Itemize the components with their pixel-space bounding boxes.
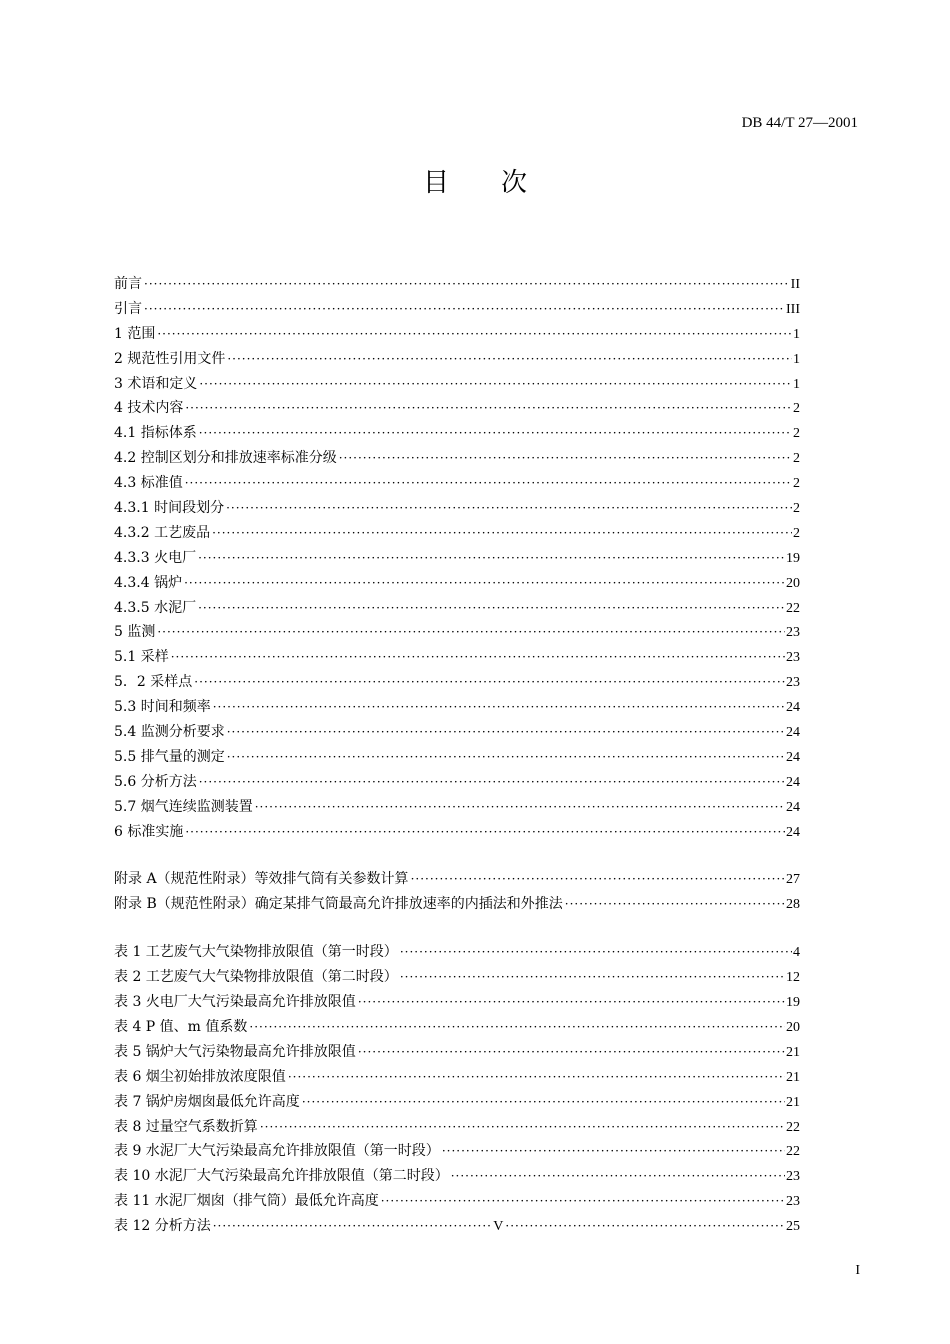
leader-dots (226, 501, 792, 515)
toc-entry[interactable] (114, 373, 800, 398)
toc-entry-label: 5.4 监测分析要求 (114, 724, 225, 741)
toc-mid-mark: V (493, 1219, 504, 1235)
toc-entry-label: 5.3 时间和频率 (114, 699, 211, 716)
toc-entry-label: 5.6 分析方法 (114, 773, 197, 790)
toc-entry-page: 22 (786, 1144, 800, 1160)
toc-entry-label: 表 8 过量空气系数折算 (114, 1118, 258, 1135)
toc-entry[interactable] (114, 497, 800, 522)
toc-entry-page: 23 (786, 675, 800, 691)
leader-dots (505, 1219, 785, 1233)
section-gap (114, 918, 800, 941)
toc-entry-page: 23 (786, 1169, 800, 1185)
leader-dots (213, 1219, 493, 1233)
toc-entry-label: 表 12 分析方法 (114, 1218, 211, 1235)
toc-entry-page: 2 (793, 426, 800, 442)
toc-entry-label: 5．2 采样点 (114, 674, 193, 691)
leader-dots (255, 800, 785, 814)
toc-table-entry[interactable] (114, 941, 800, 966)
toc-entry-page: 2 (793, 451, 800, 467)
toc-entry[interactable] (114, 572, 800, 597)
toc-entry-page: 23 (786, 625, 800, 641)
toc-table-entry[interactable] (114, 1116, 800, 1141)
toc-entry-label: 1 范围 (114, 325, 156, 342)
toc-entry-page: 27 (786, 872, 800, 888)
toc-entry-label: 附录 A（规范性附录）等效排气筒有关参数计算 (114, 871, 409, 888)
toc-entry[interactable] (114, 522, 800, 547)
toc-entry-page: 23 (786, 1194, 800, 1210)
leader-dots (451, 1169, 785, 1183)
toc-entry-label: 5.1 采样 (114, 649, 169, 666)
toc-entry-label: 5.5 排气量的测定 (114, 748, 225, 765)
toc-entry[interactable] (114, 721, 800, 746)
toc-entry-label: 表 1 工艺废气大气染物排放限值（第一时段） (114, 944, 398, 961)
toc-entry[interactable] (114, 821, 800, 846)
toc-entry-label: 6 标准实施 (114, 823, 184, 840)
toc-entry-label: 4.3.3 火电厂 (114, 549, 197, 566)
toc-entry-page: 4 (793, 945, 800, 961)
toc-entry[interactable] (114, 621, 800, 646)
toc-table-entry[interactable] (114, 1165, 800, 1190)
toc-entry[interactable] (114, 298, 800, 323)
toc-entry[interactable] (114, 273, 800, 298)
leader-dots (302, 1095, 785, 1109)
toc-entry-page: III (786, 301, 800, 317)
toc-entry-label: 表 4 P 值、m 值系数 (114, 1018, 248, 1035)
leader-dots (157, 625, 785, 639)
leader-dots (381, 1194, 785, 1208)
toc-entry-label: 4 技术内容 (114, 400, 184, 417)
toc-entry[interactable] (114, 323, 800, 348)
toc-entry-page: 12 (786, 970, 800, 986)
toc-entry-page: 20 (786, 1019, 800, 1035)
toc-entry-page: 28 (786, 897, 800, 913)
leader-dots (442, 1144, 785, 1158)
toc-entry-label: 表 5 锅炉大气污染物最高允许排放限值 (114, 1043, 356, 1060)
toc-entry[interactable] (114, 696, 800, 721)
toc-entry-page: 21 (786, 1044, 800, 1060)
toc-table-entry[interactable] (114, 991, 800, 1016)
toc-entry-page: 2 (793, 476, 800, 492)
leader-dots (400, 970, 785, 984)
toc-entry-label: 表 11 水泥厂烟囱（排气筒）最低允许高度 (114, 1193, 379, 1210)
toc-entry[interactable] (114, 447, 800, 472)
toc-entry-label: 4.3 标准值 (114, 475, 183, 492)
section-gap (114, 845, 800, 868)
toc-table-entry[interactable] (114, 1041, 800, 1066)
leader-dots (198, 551, 785, 565)
toc-entry-label: 4.3.5 水泥厂 (114, 599, 197, 616)
leader-dots (199, 775, 785, 789)
leader-dots (171, 650, 785, 664)
toc-entry-label: 表 9 水泥厂大气污染最高允许排放限值（第一时段） (114, 1143, 440, 1160)
leader-dots (185, 476, 792, 490)
toc-table-entry[interactable] (114, 1140, 800, 1165)
toc-table-entry[interactable] (114, 1066, 800, 1091)
toc-entry-label: 3 术语和定义 (114, 375, 198, 392)
toc-entry-page: 24 (786, 725, 800, 741)
toc-entry-page: 23 (786, 650, 800, 666)
leader-dots (198, 601, 785, 615)
toc-entry-page: 2 (793, 501, 800, 517)
toc-entry-page: 22 (786, 600, 800, 616)
toc-entry-label: 表 7 锅炉房烟囱最低允许高度 (114, 1093, 300, 1110)
toc-entry-page: 1 (793, 326, 800, 342)
leader-dots (212, 526, 792, 540)
toc-entry-label: 4.3.4 锅炉 (114, 574, 183, 591)
toc-entry-page: 19 (786, 995, 800, 1011)
toc-entry-label: 表 6 烟尘初始排放浓度限值 (114, 1068, 286, 1085)
leader-dots (358, 995, 785, 1009)
page-title: 目次 (422, 168, 579, 198)
toc-entry[interactable] (114, 547, 800, 572)
leader-dots (358, 1045, 785, 1059)
toc-entry-page: 22 (786, 1119, 800, 1135)
toc-entry[interactable] (114, 397, 800, 422)
toc-entry-label: 4.1 指标体系 (114, 425, 197, 442)
toc-entry-label: 表 3 火电厂大气污染最高允许排放限值 (114, 994, 356, 1011)
leader-dots (227, 750, 785, 764)
toc-appendix-entry[interactable] (114, 893, 800, 918)
toc-appendix-entry[interactable] (114, 868, 800, 893)
toc-entry-page: II (790, 277, 800, 292)
toc-entry-page: 2 (793, 401, 800, 417)
leader-dots (144, 277, 790, 291)
toc-entry[interactable] (114, 597, 800, 622)
toc-entry-page: 21 (786, 1094, 800, 1110)
toc-entry-label: 5 监测 (114, 624, 156, 641)
toc-entry-page: 24 (786, 824, 800, 840)
toc-entry[interactable] (114, 646, 800, 671)
toc-appendix-section (114, 868, 800, 918)
toc-entry-label: 前言 (114, 276, 142, 292)
leader-dots (565, 897, 785, 911)
toc-entry-page: 1 (793, 376, 800, 392)
toc-entry-page: 1 (793, 351, 800, 367)
toc-table-entry[interactable] (114, 1215, 800, 1240)
toc-entry-label: 5.7 烟气连续监测装置 (114, 798, 253, 815)
leader-dots (260, 1120, 785, 1134)
leader-dots (199, 377, 792, 391)
leader-dots (400, 945, 792, 959)
toc-table-entry[interactable] (114, 1190, 800, 1215)
table-of-contents (114, 273, 800, 1240)
toc-main-section (114, 273, 800, 845)
toc-entry[interactable] (114, 472, 800, 497)
leader-dots (199, 426, 792, 440)
leader-dots (144, 302, 785, 316)
leader-dots (185, 825, 785, 839)
toc-table-entry[interactable] (114, 1016, 800, 1041)
toc-entry-label: 附录 B（规范性附录）确定某排气筒最高允许排放速率的内插法和外推法 (114, 896, 563, 913)
toc-table-entry[interactable] (114, 966, 800, 991)
toc-entry[interactable] (114, 746, 800, 771)
leader-dots (184, 576, 785, 590)
toc-entry-page: 24 (786, 799, 800, 815)
toc-entry-label: 表 10 水泥厂大气污染最高允许排放限值（第二时段） (114, 1168, 449, 1185)
leader-dots (213, 700, 785, 714)
toc-entry-page: 24 (786, 749, 800, 765)
leader-dots (288, 1070, 785, 1084)
toc-entry-label: 4.3.1 时间段划分 (114, 500, 225, 517)
toc-entry-label: 引言 (114, 300, 142, 317)
toc-entry-page: 2 (793, 525, 800, 541)
toc-entry[interactable] (114, 422, 800, 447)
document-code: DB 44/T 27—2001 (741, 115, 858, 131)
toc-table-entry[interactable] (114, 1091, 800, 1116)
leader-dots (157, 327, 792, 341)
toc-entry-page: 21 (786, 1069, 800, 1085)
toc-entry-label: 2 规范性引用文件 (114, 350, 226, 367)
toc-entry[interactable] (114, 671, 800, 696)
leader-dots (339, 451, 792, 465)
leader-dots (227, 352, 792, 366)
page-number: I (855, 1263, 860, 1278)
leader-dots (227, 725, 785, 739)
toc-entry[interactable] (114, 796, 800, 821)
toc-entry-page: 24 (786, 700, 800, 716)
toc-entry[interactable] (114, 348, 800, 373)
leader-dots (411, 872, 785, 886)
leader-dots (194, 675, 785, 689)
toc-entry-label: 4.3.2 工艺废品 (114, 524, 211, 541)
toc-entry-label: 表 2 工艺废气大气染物排放限值（第二时段） (114, 969, 398, 986)
toc-entry[interactable] (114, 771, 800, 796)
toc-entry-page: 24 (786, 774, 800, 790)
toc-tables-section (114, 941, 800, 1240)
toc-entry-label: 4.2 控制区划分和排放速率标准分级 (114, 450, 337, 467)
toc-entry-page: 19 (786, 550, 800, 566)
toc-entry-page: 20 (786, 575, 800, 591)
toc-entry-page: 25 (786, 1219, 800, 1235)
leader-dots (185, 401, 792, 415)
leader-dots (249, 1020, 785, 1034)
